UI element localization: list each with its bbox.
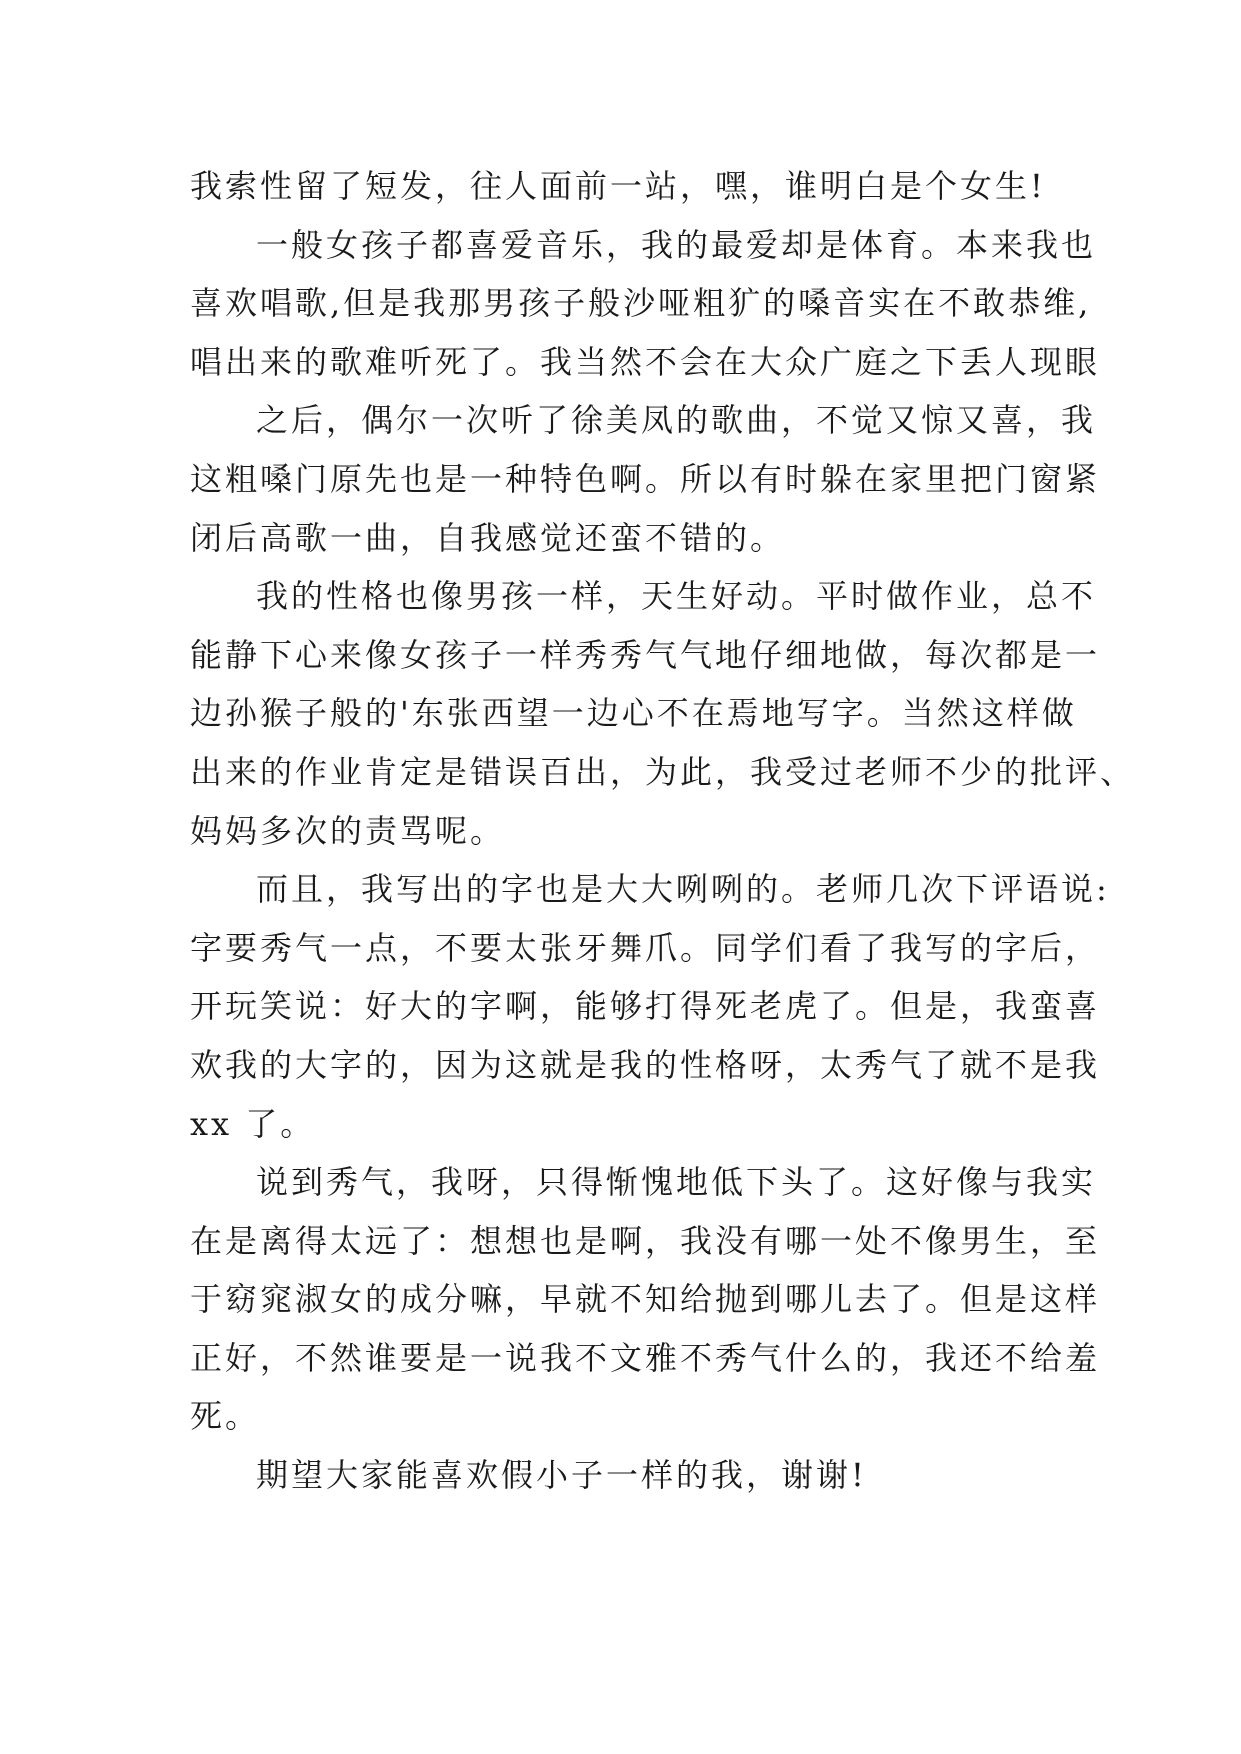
text-line: 边孙猴子般的'东张西望一边心不在焉地写字。当然这样做 xyxy=(190,694,1077,733)
text-line: 出来的作业肯定是错误百出，为此，我受过老师不少的批评、 xyxy=(190,752,1136,791)
paragraph-start-line: 而且，我写出的字也是大大咧咧的。老师几次下评语说: xyxy=(256,870,1110,909)
text-line: 字要秀气一点，不要太张牙舞爪。同学们看了我写的字后， xyxy=(190,928,1101,967)
text-line: xx 了。 xyxy=(190,1104,316,1143)
text-line: 喜欢唱歌,但是我那男孩子般沙哑粗犷的嗓音实在不敢恭维, xyxy=(190,284,1092,323)
text-line: 闭后高歌一曲，自我感觉还蛮不错的。 xyxy=(190,518,786,557)
text-line: 能静下心来像女孩子一样秀秀气气地仔细地做，每次都是一 xyxy=(190,635,1101,674)
text-line: 唱出来的歌难听死了。我当然不会在大众广庭之下丢人现眼 xyxy=(190,342,1101,381)
paragraph-start-line: 之后，偶尔一次听了徐美凤的歌曲，不觉又惊又喜，我 xyxy=(256,401,1097,440)
paragraph-start-line: 我的性格也像男孩一样，天生好动。平时做作业，总不 xyxy=(256,577,1097,616)
text-line: 正好，不然谁要是一说我不文雅不秀气什么的，我还不给羞 xyxy=(190,1338,1101,1377)
paragraph-start-line: 期望大家能喜欢假小子一样的我，谢谢! xyxy=(256,1456,867,1495)
text-line: 妈妈多次的责骂呢。 xyxy=(190,811,506,850)
text-line: 于窈窕淑女的成分嘛，早就不知给抛到哪儿去了。但是这样 xyxy=(190,1280,1101,1319)
paragraph-start-line: 说到秀气，我呀，只得惭愧地低下头了。这好像与我实 xyxy=(256,1163,1097,1202)
text-line: 开玩笑说：好大的字啊，能够打得死老虎了。但是，我蛮喜 xyxy=(190,987,1101,1026)
text-line: 我索性留了短发，往人面前一站，嘿，谁明白是个女生! xyxy=(190,167,1046,205)
text-line: 这粗嗓门原先也是一种特色啊。所以有时躲在家里把门窗紧 xyxy=(190,459,1101,498)
text-line: 死。 xyxy=(190,1397,261,1436)
paragraph-start-line: 一般女孩子都喜爱音乐，我的最爱却是体育。本来我也 xyxy=(256,225,1097,264)
essay-body xyxy=(190,157,1136,1505)
text-line: 欢我的大字的，因为这就是我的性格呀，太秀气了就不是我 xyxy=(190,1045,1101,1084)
text-line: 在是离得太远了：想想也是啊，我没有哪一处不像男生，至 xyxy=(190,1221,1101,1260)
